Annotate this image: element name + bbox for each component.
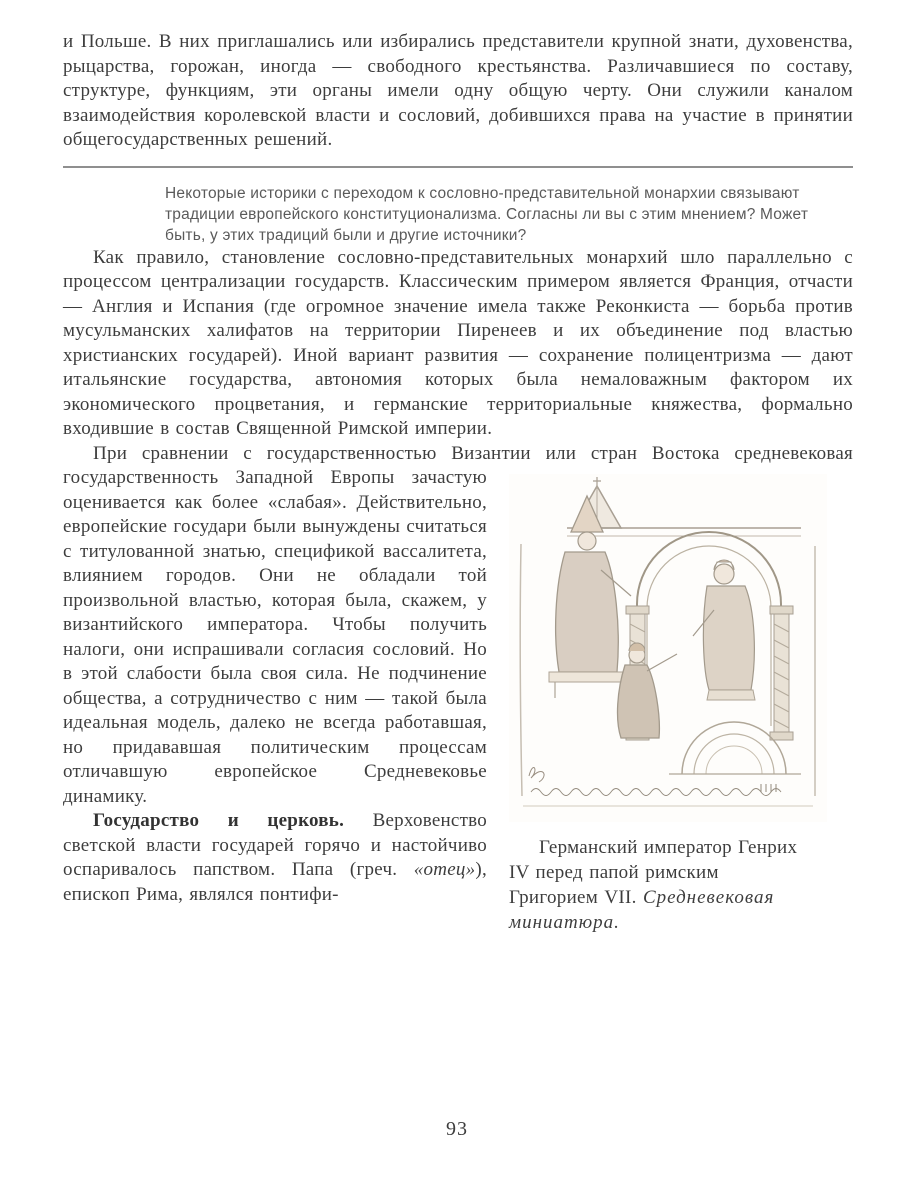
- paragraph-comparison-rest: зачастую оценивается как более «слабая». Действительно, европейские государи были вынуждены считаться с титулованной знатью, спецификой вассалитета, влиянием городов. Они не обладали той произвольной властью, которая была, скажем, у византийского императора. Чтобы получить налоги, они испрашивали согласия сословий. Но в этой слабости была своя сила. Не подчинение общества, а сотрудничество с ним — такой была идеальная модель, далеко не всегда работавшая, но придававшая политическим процессам отличавшую европейское Средневековье динамику.: [63, 467, 487, 807]
- figure-caption: [509, 835, 811, 935]
- paragraph-state-and-church-tail: ), епископ Рима, являлся понтифи-: [63, 859, 487, 905]
- greek-term: «отец»: [413, 859, 476, 880]
- text-block: [63, 30, 853, 937]
- paragraph-state-and-church-text: Верховенство светской власти государей горячо и настойчиво оспаривалось папством. Папа (греч.: [63, 810, 488, 880]
- miniature-illustration: [509, 474, 827, 822]
- paragraph-comparison-lead: При сравнении с государственностью Византии или стран Востока средневековая государственность Западной Европы: [63, 442, 853, 488]
- page-number: 93: [446, 1118, 468, 1140]
- paragraph-lead-heading: Государство и церковь.: [93, 810, 345, 831]
- question-block: Некоторые историки с переходом к сословно-представительной монархии связывают традиции европейского конституционализма. Согласны ли вы с этим мнением? Может быть, у этих традиций были и другие источники?: [165, 184, 809, 244]
- figure-block: [509, 474, 827, 935]
- figure-caption-source: Средневековая миниатюра.: [509, 887, 775, 933]
- section-divider: [63, 166, 853, 168]
- figure-caption-main: Германский император Генрих IV перед папой римским Григорием VII.: [509, 837, 798, 908]
- paragraph-estates-monarchies: Как правило, становление сословно-представительных монархий шло параллельно с процессом централизации государств. Классическим примером является Франция, отчасти — Англия и Испания (где огромное значение имела также Реконкиста — борьба против мусульманских халифатов на территории Пиренеев и их объединение под властью христианских государей). Иной вариант развития — сохранение полицентризма — дают итальянские государства, автономия которых была немаловажным фактором их экономического процветания, и германские территориальные княжества, формально входившие в состав Священной Римской империи.: [63, 246, 853, 439]
- paragraph-continuation: и Польше. В них приглашались или избирались представители крупной знати, духовенства, рыцарства, горожан, иногда — свободного крестьянства. Различавшиеся по составу, структуре, функциям, эти органы имели одну общую черту. Они служили каналом взаимодействия королевской власти и сословий, добившихся права на участие в принятии общегосударственных решений.: [63, 31, 853, 150]
